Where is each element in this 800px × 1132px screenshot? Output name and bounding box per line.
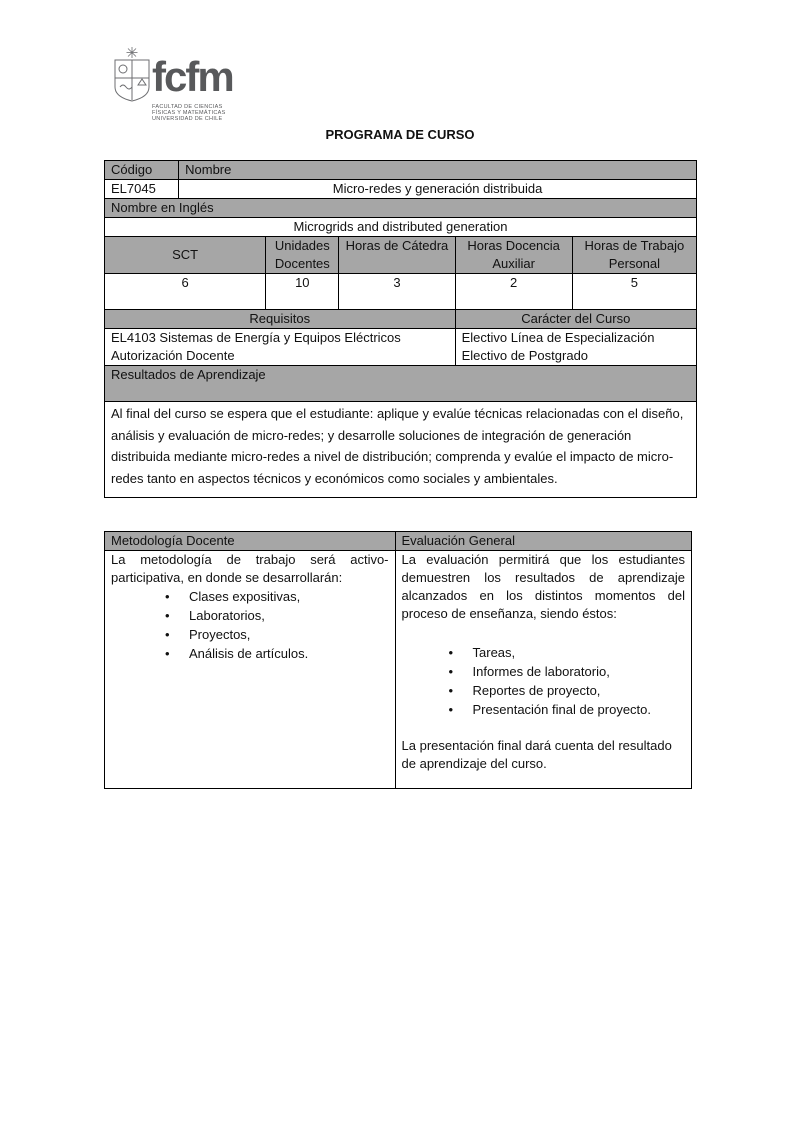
horas-catedra-header: Horas de Cátedra xyxy=(339,237,455,274)
list-item: • Informes de laboratorio, xyxy=(448,664,610,679)
course-code: EL7045 xyxy=(105,180,179,199)
unidades-docentes-header: Unidades Docentes xyxy=(266,237,339,274)
evaluacion-list xyxy=(402,643,685,719)
list-item: • Tareas, xyxy=(448,645,516,660)
list-item: • Proyectos, xyxy=(165,627,251,642)
evaluacion-intro: La evaluación permitirá que los estudiantes demuestren los resultados de aprendizaje alcanzados en los distintos momentos del proceso de enseñanza, siendo éstos: xyxy=(401,552,685,621)
hours-header-row xyxy=(105,237,697,274)
table-header-row xyxy=(105,161,697,180)
caracter-label: Carácter del Curso xyxy=(455,310,696,329)
evaluacion-closing: La presentación final dará cuenta del resultado de aprendizaje del curso. xyxy=(401,738,672,771)
code-label: Código xyxy=(105,161,179,180)
horas-catedra-value: 3 xyxy=(339,274,455,310)
requisitos-cell xyxy=(105,329,456,366)
metodologia-intro: La metodología de trabajo será activo-participativa, en donde se desarrollarán: xyxy=(111,552,389,585)
methodology-evaluation-table xyxy=(104,531,692,789)
english-name-label: Nombre en Inglés xyxy=(105,199,697,218)
horas-auxiliar-header: Horas Docencia Auxiliar xyxy=(455,237,572,274)
caracter-item: Electivo Línea de Especialización xyxy=(461,330,655,345)
requisitos-label: Requisitos xyxy=(105,310,456,329)
name-label: Nombre xyxy=(179,161,697,180)
hours-values-row xyxy=(105,274,697,310)
evaluacion-cell xyxy=(395,551,691,789)
sct-header: SCT xyxy=(105,237,266,274)
resultados-text: Al final del curso se espera que el estudiante: aplique y evalúe técnicas relacionadas con el diseño, análisis y evaluación de micro-redes; y desarrolle soluciones de integración de generación distribuida mediante micro-redes a nivel de distribución; comprenda y evalúe el impacto de micro-redes tanto en aspectos técnicos y económicos como sociales y ambientales. xyxy=(105,402,697,498)
list-item: • Presentación final de proyecto. xyxy=(448,702,652,717)
metodologia-label: Metodología Docente xyxy=(105,532,396,551)
document-title: PROGRAMA DE CURSO xyxy=(325,127,475,142)
list-item: • Laboratorios, xyxy=(165,608,265,623)
list-item: • Análisis de artículos. xyxy=(165,646,309,661)
sct-value: 6 xyxy=(105,274,266,310)
caracter-cell xyxy=(455,329,696,366)
list-item: • Clases expositivas, xyxy=(165,589,301,604)
horas-trabajo-personal-value: 5 xyxy=(572,274,696,310)
fcfm-logo-text: fcfm xyxy=(152,53,233,100)
horas-trabajo-personal-header: Horas de Trabajo Personal xyxy=(572,237,696,274)
horas-auxiliar-value: 2 xyxy=(455,274,572,310)
requisito-item: Autorización Docente xyxy=(111,348,235,363)
caracter-item: Electivo de Postgrado xyxy=(461,348,589,363)
unidades-docentes-value: 10 xyxy=(266,274,339,310)
course-name: Micro-redes y generación distribuida xyxy=(179,180,697,199)
list-item: • Reportes de proyecto, xyxy=(448,683,601,698)
logo-subtitle: FACULTAD DE CIENCIAS FÍSICAS Y MATEMÁTICAS UNIVERSIDAD DE CHILE xyxy=(152,104,226,122)
evaluacion-label: Evaluación General xyxy=(395,532,691,551)
resultados-label: Resultados de Aprendizaje xyxy=(105,366,697,402)
requisito-item: EL4103 Sistemas de Energía y Equipos Eléctricos xyxy=(111,330,401,345)
english-name: Microgrids and distributed generation xyxy=(105,218,697,237)
metodologia-cell xyxy=(105,551,396,789)
course-info-table xyxy=(104,160,697,498)
metodologia-list xyxy=(111,587,389,663)
